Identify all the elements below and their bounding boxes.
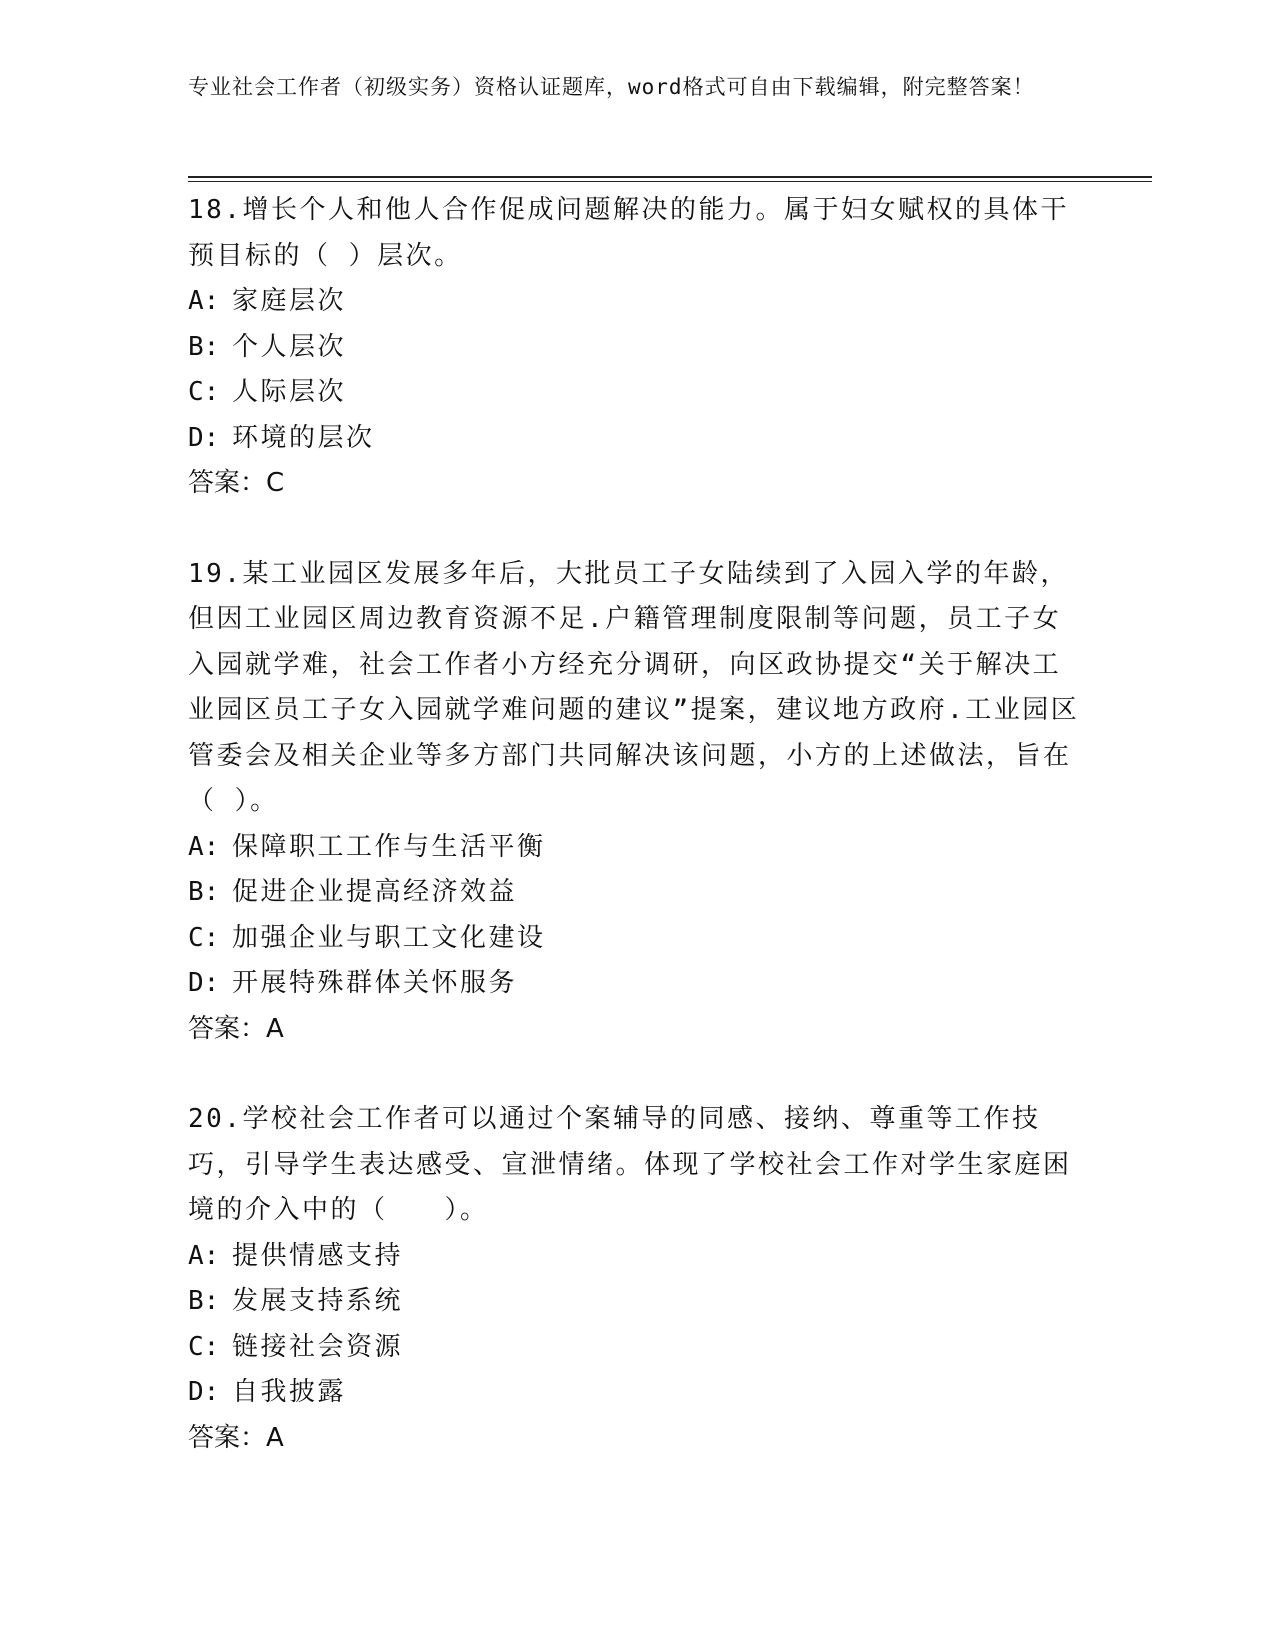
- option-c: [188, 1325, 1088, 1371]
- option-letter: B:: [188, 877, 220, 907]
- option-text: 开展特殊群体关怀服务: [232, 968, 518, 998]
- header-title: 专业社会工作者（初级实务）资格认证题库，word格式可自由下载编辑，附完整答案！: [188, 75, 1035, 99]
- option-letter: B:: [188, 331, 220, 362]
- option-b: [188, 1279, 1088, 1325]
- question-18: [188, 188, 1088, 507]
- option-text: 环境的层次: [232, 422, 375, 453]
- option-letter: C:: [188, 922, 220, 953]
- option-text: 提供情感支持: [232, 1240, 404, 1271]
- question-20: [188, 1097, 1088, 1461]
- option-letter: D:: [188, 422, 220, 453]
- header-rule-thin: [188, 181, 1152, 182]
- option-letter: D:: [188, 968, 220, 998]
- option-a: [188, 1234, 1088, 1280]
- option-text: 自我披露: [232, 1377, 347, 1407]
- option-d: [188, 416, 1088, 462]
- answer-line: 答案：A: [188, 1013, 284, 1044]
- option-b: [188, 325, 1088, 371]
- question-text: 18.增长个人和他人合作促成问题解决的能力。属于妇女赋权的具体干预目标的（ ）层次。: [188, 195, 1069, 271]
- option-letter: C:: [188, 1331, 220, 1362]
- option-text: 促进企业提高经济效益: [232, 877, 518, 907]
- option-letter: A:: [188, 286, 220, 316]
- option-letter: D:: [188, 1377, 220, 1407]
- option-d: [188, 961, 1088, 1007]
- question-text: 19.某工业园区发展多年后，大批员工子女陆续到了入园入学的年龄，但因工业园区周边教育资源不足.户籍管理制度限制等问题，员工子女入园就学难，社会工作者小方经充分调研，向区政协提交“关于解决工业园区员工子女入园就学难问题的建议”提案，建议地方政府.工业园区管委会及相关企业等多方部门共同解决该问题，小方的上述做法，旨在（ ）。: [188, 558, 1080, 816]
- option-b: [188, 870, 1088, 916]
- option-c: [188, 916, 1088, 962]
- option-text: 发展支持系统: [232, 1286, 404, 1316]
- option-letter: A:: [188, 1240, 220, 1271]
- option-text: 保障职工工作与生活平衡: [232, 831, 546, 862]
- option-text: 链接社会资源: [232, 1331, 404, 1362]
- document-header: [188, 72, 1088, 102]
- option-letter: B:: [188, 1286, 220, 1316]
- option-letter: C:: [188, 377, 220, 407]
- option-letter: A:: [188, 831, 220, 862]
- option-c: [188, 370, 1088, 416]
- question-text: 20.学校社会工作者可以通过个案辅导的同感、接纳、尊重等工作技巧，引导学生表达感受、宣泄情绪。体现了学校社会工作对学生家庭困境的介入中的（ ）。: [188, 1104, 1072, 1225]
- option-text: 人际层次: [232, 377, 347, 407]
- answer-line: 答案：C: [188, 468, 285, 498]
- option-text: 加强企业与职工文化建设: [232, 922, 546, 953]
- header-rule-thick: [188, 176, 1152, 178]
- option-text: 家庭层次: [232, 286, 347, 316]
- question-list: [188, 188, 1088, 1506]
- option-a: [188, 825, 1088, 871]
- answer-line: 答案：A: [188, 1422, 284, 1453]
- question-19: [188, 552, 1088, 1053]
- option-a: [188, 279, 1088, 325]
- option-text: 个人层次: [232, 331, 347, 362]
- option-d: [188, 1370, 1088, 1416]
